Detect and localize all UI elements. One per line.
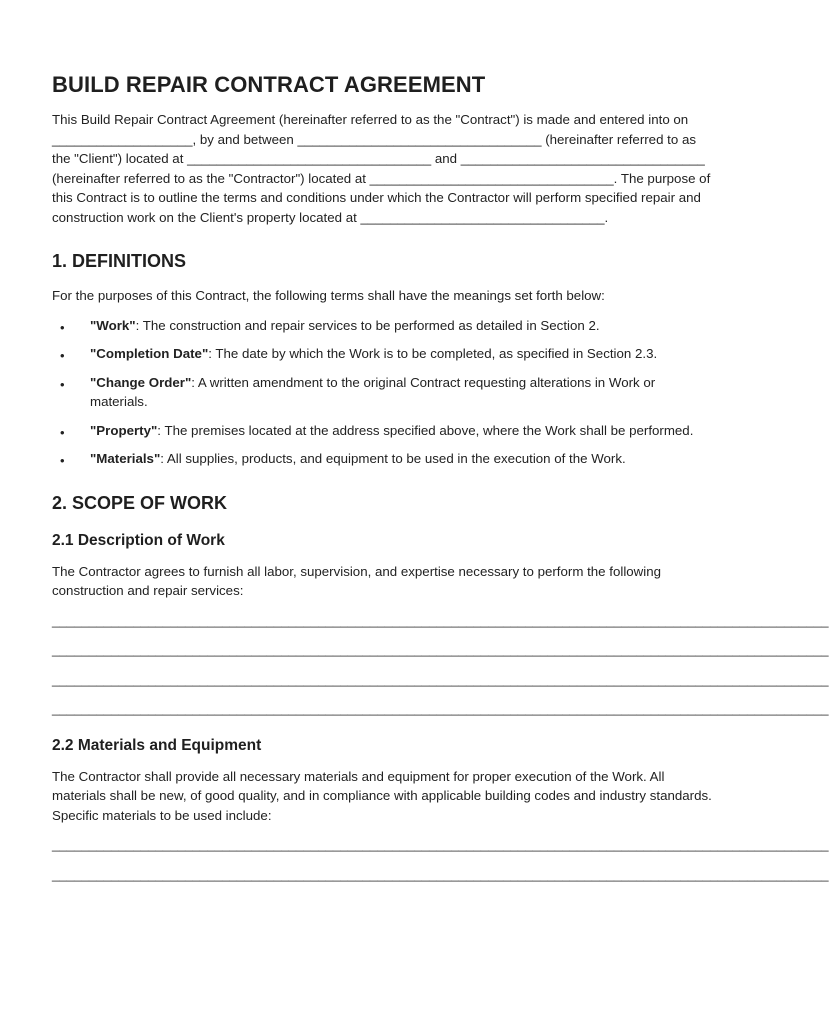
definition-item [52, 344, 714, 364]
bullet-icon: • [60, 424, 65, 440]
section-1-heading: 1. DEFINITIONS [52, 251, 187, 271]
section-2-heading: 2. SCOPE OF WORK [52, 492, 228, 513]
definition-item [52, 373, 714, 412]
definition-item [52, 421, 714, 441]
definition-term: "Property" [90, 422, 158, 438]
bullet-icon: • [60, 376, 65, 392]
definition-term: "Work" [90, 317, 136, 333]
definition-text: : The premises located at the address specified above, where the Work shall be performed. [157, 422, 694, 438]
definitions-list [52, 316, 714, 469]
description-of-work-text: The Contractor agrees to furnish all labor, supervision, and expertise necessary to perform the following construction and repair services: [52, 563, 662, 598]
bullet-icon: • [60, 348, 65, 363]
definitions-lead: For the purposes of this Contract, the following terms shall have the meanings set forth below: [52, 288, 605, 303]
definition-text: : A written amendment to the original Contract requesting alterations in Work or materials. [90, 374, 656, 409]
materials-text: The Contractor shall provide all necessary materials and equipment for proper execution of the Work. All materials shall be new, of good quality, and in compliance with applicable building codes and industry standards. Specific materials to be used include: [52, 768, 712, 823]
document-title: BUILD REPAIR CONTRACT AGREEMENT [52, 72, 486, 97]
definition-item [52, 449, 714, 469]
fill-in-line[interactable]: _________________________________________________________________________________________________________ [52, 671, 829, 687]
definition-term: "Change Order" [90, 374, 192, 390]
definition-item [52, 316, 714, 336]
definition-text: : All supplies, products, and equipment to be used in the execution of the Work. [160, 451, 626, 466]
section-2-2-heading: 2.2 Materials and Equipment [52, 736, 262, 754]
definition-term: "Materials" [90, 451, 161, 466]
definition-text: : The construction and repair services to be performed as detailed in Section 2. [135, 317, 600, 333]
section-2-1-heading: 2.1 Description of Work [52, 531, 225, 549]
definition-text: : The date by which the Work is to be completed, as specified in Section 2.3. [208, 346, 658, 361]
fill-in-line[interactable]: _________________________________________________________________________________________________________ [52, 612, 829, 628]
fill-in-line[interactable]: _________________________________________________________________________________________________________ [52, 642, 829, 657]
bullet-icon: • [60, 453, 65, 468]
fill-in-line[interactable]: _________________________________________________________________________________________________________ [52, 701, 829, 716]
definition-term: "Completion Date" [90, 346, 209, 361]
intro-paragraph: This Build Repair Contract Agreement (hereinafter referred to as the "Contract") is made and entered into on ___________________, by and between _________________________________ (hereinafter referred to as the "Client") located at _________________________________ and _________________________________ (hereinafter referred to as the "Contractor") located at _________________________________. The purpose of this Contract is to outline the terms and conditions under which the Contractor will perform specified repair and construction work on the Client's property located at _________________________________. [52, 112, 711, 225]
fill-in-line[interactable]: _________________________________________________________________________________________________________ [52, 837, 829, 852]
fill-in-line[interactable]: _________________________________________________________________________________________________________ [52, 866, 829, 882]
bullet-icon: • [60, 319, 65, 335]
